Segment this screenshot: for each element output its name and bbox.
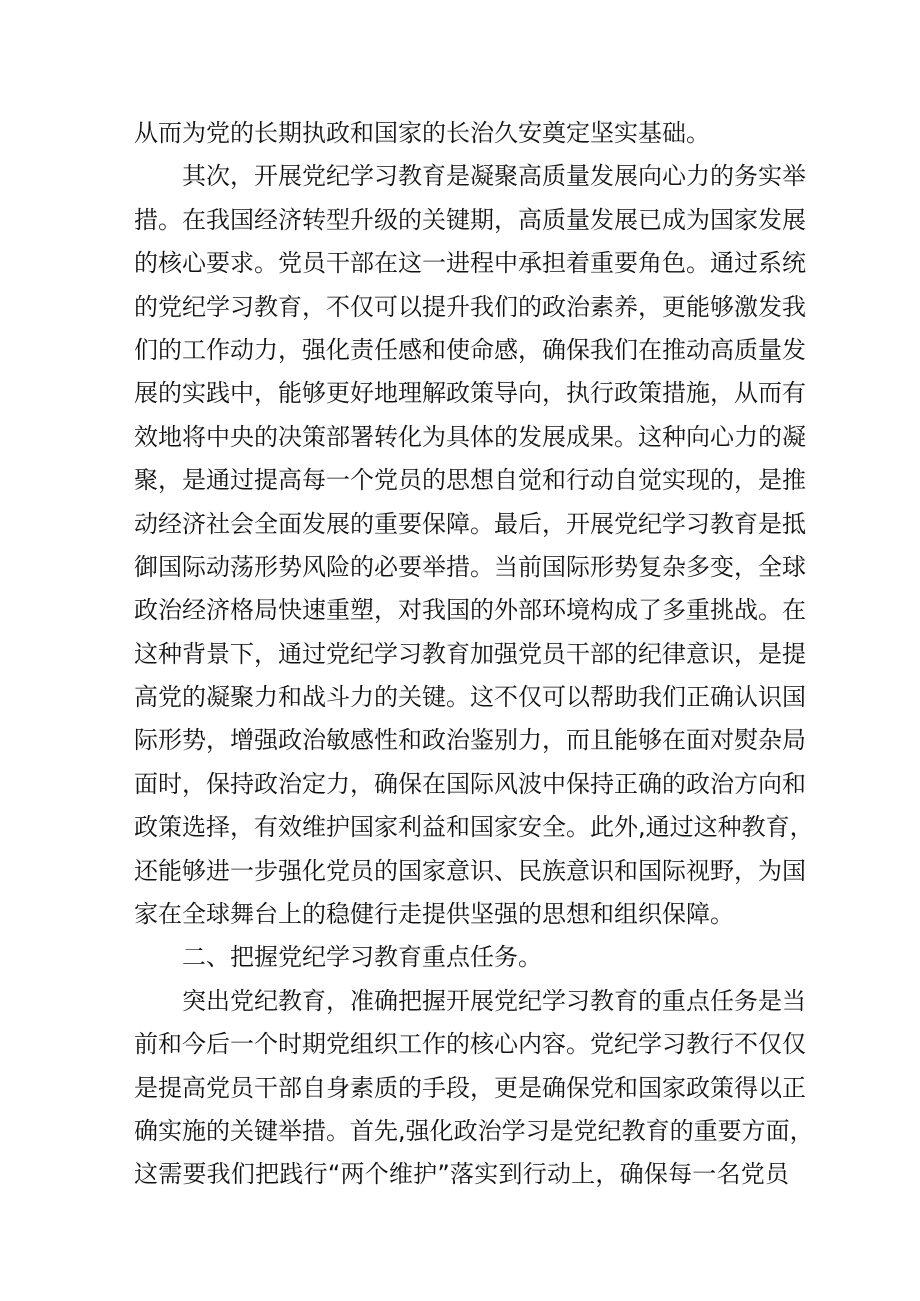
text-line: 还能够进一步强化党员的国家意识、民族意识和国际视野，为国 xyxy=(134,856,806,885)
text-line: 这需要我们把践行“两个维护”落实到行动上，确保每一名党员 xyxy=(134,1160,789,1189)
text-line: 高党的凝聚力和战斗力的关键。这不仅可以帮助我们正确认识国 xyxy=(134,683,806,712)
text-line: 政治经济格局快速重塑，对我国的外部环境构成了多重挑战。在 xyxy=(134,596,806,625)
paragraph-start-line: 突出党纪教育，准确把握开展党纪学习教育的重点任务是当 xyxy=(182,986,806,1015)
text-line: 们的工作动力，强化责任感和使命感，确保我们在推动高质量发 xyxy=(134,335,806,364)
text-line: 这种背景下，通过党纪学习教育加强党员干部的纪律意识，是提 xyxy=(134,639,806,668)
text-line: 前和今后一个时期党组织工作的核心内容。党纪学习教行不仅仅 xyxy=(134,1030,806,1059)
text-line: 家在全球舞台上的稳健行走提供坚强的思想和组织保障。 xyxy=(134,900,734,929)
text-line: 是提高党员干部自身素质的手段，更是确保党和国家政策得以正 xyxy=(134,1073,806,1102)
text-line: 效地将中央的决策部署转化为具体的发展成果。这种向心力的凝 xyxy=(134,422,806,451)
text-line: 政策选择，有效维护国家利益和国家安全。此外,通过这种教育， xyxy=(134,813,814,842)
text-line: 从而为党的长期执政和国家的长治久安奠定坚实基础。 xyxy=(134,119,710,147)
text-line: 措。在我国经济转型升级的关键期，高质量发展已成为国家发展 xyxy=(134,205,806,234)
paragraph-start-line: 二、把握党纪学习教育重点任务。 xyxy=(182,943,542,972)
paragraph-start-line: 其次，开展党纪学习教育是凝聚高质量发展向心力的务实举 xyxy=(182,162,806,191)
text-line: 际形势，增强政治敏感性和政治鉴别力，而且能够在面对熨杂局 xyxy=(134,726,806,755)
text-line: 聚，是通过提高每一个党员的思想自觉和行动自觉实现的，是推 xyxy=(134,466,806,495)
text-line: 确实施的关键举措。首先,强化政治学习是党纪教育的重要方面， xyxy=(134,1116,814,1145)
text-line: 御国际动荡形势风险的必要举措。当前国际形势复杂多变，全球 xyxy=(134,552,806,581)
body-text xyxy=(134,112,814,1197)
text-line: 展的实践中，能够更好地理解政策导向，执行政策措施，从而有 xyxy=(134,379,806,408)
text-line: 动经济社会全面发展的重要保障。最后，开展党纪学习教育是抵 xyxy=(134,509,806,538)
text-line: 面时，保持政治定力，确保在国际风波中保持正确的政治方向和 xyxy=(134,769,806,798)
text-line: 的党纪学习教育，不仅可以提升我们的政治素养，更能够激发我 xyxy=(134,292,806,321)
text-line: 的核心要求。党员干部在这一进程中承担着重要角色。通过系统 xyxy=(134,249,806,278)
